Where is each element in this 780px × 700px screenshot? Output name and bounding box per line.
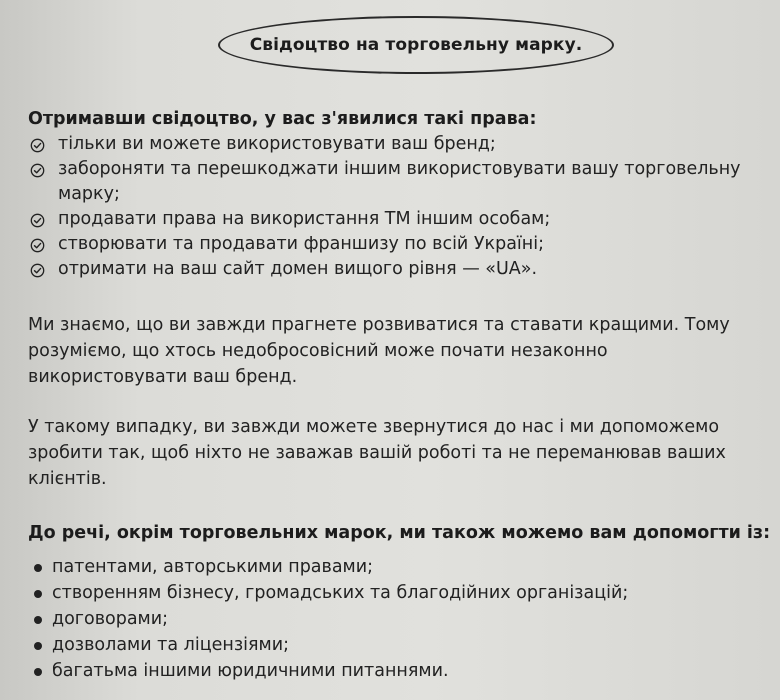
rights-heading: Отримавши свідоцтво, у вас з'явилися такі права: bbox=[28, 109, 537, 129]
services-item-label: патентами, авторськими правами; bbox=[52, 557, 374, 577]
rights-item-label: тільки ви можете використовувати ваш бренд; bbox=[58, 134, 496, 154]
check-circle-icon bbox=[30, 163, 45, 178]
services-heading: До речі, окрім торговельних марок, ми також можемо вам допомогти із: bbox=[28, 523, 771, 543]
rights-item-label: отримати на ваш сайт домен вищого рівня — «UA». bbox=[58, 259, 538, 279]
rights-section bbox=[28, 106, 778, 282]
services-item bbox=[28, 580, 778, 606]
rights-item-label: створювати та продавати франшизу по всій Україні; bbox=[58, 234, 544, 254]
services-item-label: створенням бізнесу, громадських та благодійних організацій; bbox=[52, 583, 629, 603]
services-item bbox=[28, 606, 778, 632]
services-list bbox=[28, 554, 778, 684]
paragraph: Ми знаємо, що ви завжди прагнете розвиватися та ставати кращими. Тому розуміємо, що хтось недобросовісний може почати незаконно використовувати ваш бренд. bbox=[28, 315, 730, 387]
services-item bbox=[28, 658, 778, 684]
services-item-label: договорами; bbox=[52, 609, 169, 629]
check-circle-icon bbox=[30, 263, 45, 278]
services-item-label: дозволами та ліцензіями; bbox=[52, 635, 289, 655]
rights-item-label: забороняти та перешкоджати іншим використовувати вашу торговельну марку; bbox=[58, 159, 741, 204]
services-item bbox=[28, 554, 778, 580]
check-circle-icon bbox=[30, 138, 45, 153]
check-circle-icon bbox=[30, 238, 45, 253]
rights-item bbox=[28, 132, 778, 157]
bullet-icon bbox=[34, 642, 42, 650]
services-item-label: багатьма іншими юридичними питаннями. bbox=[52, 661, 449, 681]
bullet-icon bbox=[34, 616, 42, 624]
services-item bbox=[28, 632, 778, 658]
page-title: Свідоцтво на торговельну марку. bbox=[249, 35, 583, 55]
paragraph: У такому випадку, ви завжди можете звернутися до нас і ми допоможемо зробити так, щоб ніхто не заважав вашій роботі та не переманював ваших клієнтів. bbox=[28, 417, 726, 489]
title-oval bbox=[218, 16, 614, 74]
bullet-icon bbox=[34, 564, 42, 572]
bullet-icon bbox=[34, 668, 42, 676]
rights-list bbox=[28, 132, 778, 282]
services-section bbox=[28, 520, 778, 684]
bullet-icon bbox=[34, 590, 42, 598]
rights-item bbox=[28, 207, 778, 232]
paragraph-block-2 bbox=[28, 414, 748, 492]
rights-item bbox=[28, 232, 778, 257]
rights-item bbox=[28, 157, 770, 207]
check-circle-icon bbox=[30, 213, 45, 228]
rights-item bbox=[28, 257, 778, 282]
rights-item-label: продавати права на використання ТМ іншим особам; bbox=[58, 209, 551, 229]
paragraph-block-1 bbox=[28, 312, 770, 390]
